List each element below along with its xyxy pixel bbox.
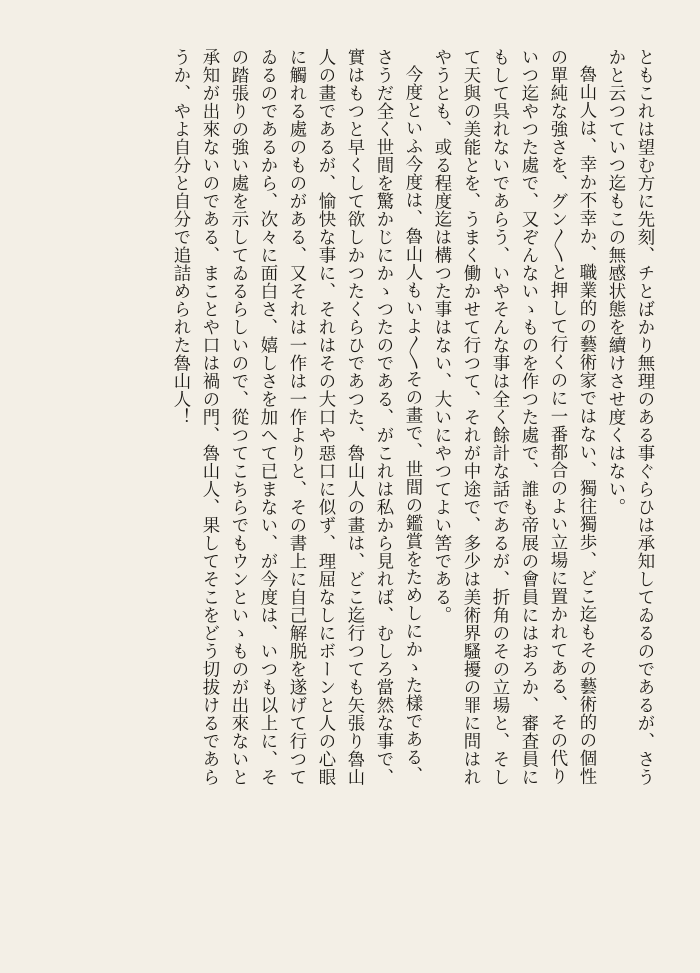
vertical-text-body (38, 48, 658, 928)
text-column-13: に觸れる處のものがある、又それは一作は一作よりと、その書上に自己解脱を遂げて行つて (286, 48, 306, 786)
text-column-1: ともこれは望む方に先刻、チとばかり無理のある事ぐらひは承知してゐるのであるが、さう (634, 48, 654, 786)
text-column-3: 魯山人は、幸か不幸か、職業的の藝術家ではない、獨往獨歩、どこ迄もその藝術的の個性 (576, 65, 596, 786)
text-column-2: かと云つていつ迄もこの無感状態を續けさせ度くはない。 (605, 48, 625, 516)
text-column-10: さうだ全く世間を驚かじにかゝつたのである、がこれは私から見れば、むしろ當然な事で、 (373, 48, 393, 786)
text-column-4: の單純な強さを、グン〳〵と押して行くのに一番都合のよい立場に置かれてある、その代り (547, 48, 567, 786)
text-column-16: 承知が出來ないのである、まことや口は禍の門、魯山人、果してそこをどう切拔けるであら (199, 48, 219, 786)
text-column-14: ゐるのであるから、次々に面白さ、嬉しさを加へて已まない、が今度は、いつも以上に、そ (257, 48, 277, 786)
text-column-12: 人の畫であるが、愉快な事に、それはその大口や惡口に似ず、理屈なしにボーンと人の心眼 (315, 48, 335, 786)
text-column-5: いつ迄やつた處で、又ぞんないゝものを作つた處で、誰も帝展の會員にはおろか、審査員に (518, 48, 538, 786)
text-column-6: もして呉れないであらう、いやそんな事は全く餘計な話であるが、折角のその立場と、そし (489, 48, 509, 786)
text-column-15: の踏張りの強い處を示してゐるらしいので、從つてこちらでもウンといゝものが出來ないと (228, 48, 248, 786)
text-column-17: うか、やよ自分と自分で追詰められた魯山人！ (170, 48, 190, 426)
text-column-8: やうとも、或る程度迄は構つた事はない、大いにやつてよい筈である。 (431, 48, 451, 624)
text-column-9: 今度といふ今度は、魯山人もいよ〳〵その畫で、世間の鑑賞をためしにかゝた樣である、 (402, 65, 422, 785)
text-column-7: て天與の美能とを、うまく働かせて行つて、それが中途で、多少は美術界騷擾の罪に問はれ (460, 48, 480, 786)
text-column-11: 實はもつと早くして欲しかつたくらひであつた、魯山人の畫は、どこ迄行つても矢張り魯山 (344, 48, 364, 786)
